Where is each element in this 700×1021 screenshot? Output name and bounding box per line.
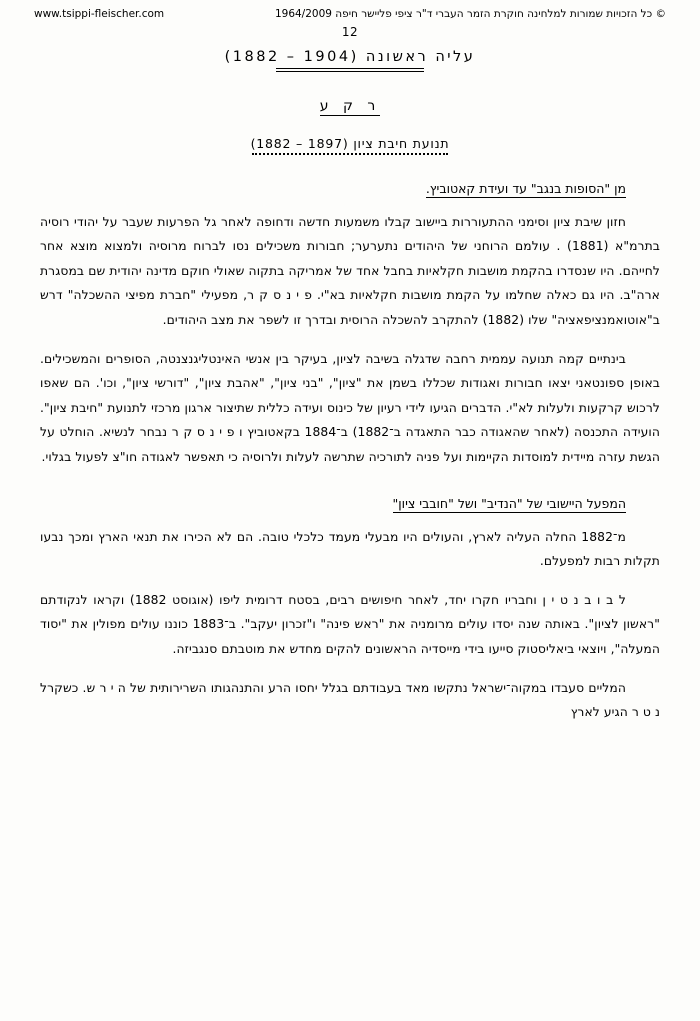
section-title <box>34 98 666 114</box>
chapter-title-text: עליה ראשונה (1904 – 1882) <box>224 48 476 65</box>
paragraph-1: חזון שיבת ציון וסימני ההתעוררות ביישוב קבלו משמעות חדשה ודחופה לאחר גל הפרעות שעבר על יהודי רוסיה בתרמ"א (1881) . עולמם הרוחני של היהודים נתערער; חבורות משכילים נסו לברוח מרוסיה ולמצוא מוצא אחר לחייהם. היו שנסדרו בהקמת מושבות חקלאיות בחבל אחד של אמריקה בתקוה שאולי חוקם מדינה יהודית שם במסגרת ארה"ב. היו גם כאלה שחלמו על הקמת מושבות חקלאיות בא"י. פ י נ ס ק ר, מפעילי "חברת מפיצי ההשכלה" דרש ב"אוטואמנציפאציה" שלו (1882) להתקרב להשכלה הרוסית ובדרך זו לשפר את מצב היהודים. <box>40 214 660 327</box>
heading-sufot-banegev <box>34 181 626 196</box>
subsection-title <box>34 136 666 155</box>
paragraph-4: ל ב ו ב נ ט י ן וחבריו חקרו יחד, לאחר חיפושים רבים, בסטח דרומית ליפו (אוגוסט 1882) וקראו לנקודתם "ראשון לציון". באותה שנה יסדו עולים מרומניה את "ראש פינה" ו"זכרון יעקב". ב־1883 כוננו עולים מפולין את "יסוד המעלה", ויוצאי ביאליסטוק סייעו בידי מייסדיה הראשונים להקים מחדש את מוטבתם סנגביזה. <box>40 592 660 656</box>
page-number: 12 <box>341 24 359 39</box>
heading-mifal-hayishuvi-text: המפעל היישובי של "הנדיב" ושל "חובבי ציון" <box>392 495 626 511</box>
page-header <box>34 8 666 21</box>
chapter-title <box>34 49 666 72</box>
heading-sufot-banegev-text: מן "הסופות בנגב" עד ועידת קאטוביץ. <box>425 180 626 196</box>
section-title-text: ר ק ע <box>319 97 381 114</box>
subsection-title-rule <box>252 153 448 155</box>
paragraph-2: בינתיים קמה תנועה עממית רחבה שדגלה בשיבה לציון, בעיקר בין אנשי האינטליגנצנטה, הסופרים והמשכילים. באופן ספונטאני יצאו חבורות ואגודות שכללו בשמן את "ציון", "בני ציון", "אהבת ציון", "דורשי ציון", וכו'. הם שאפו לרכוש קרקעות ולעלות לא"י. הדברים הגיעו לידי רעיון של כינוס ועידה כללית שתיצור ארגון מרכזי לתנועת "חיבת ציון". הועידה התכנסה (לאחר שהאגודה כבר התאגדה ב־1882) ב־1884 בקאטוביץ ו פ י נ ס ק ר נבחר לנשיא. הוחלט על הגשת עזרה מיידית למוסדות הקיימות ועל פניה לתורכיה שתרשה לעלות ולרוסיה כי תאפשר לאגודה חו"צ לפעול בגלוי. <box>40 351 660 464</box>
paragraph-5: המליים סעבדו במקוה־ישראל נתקשו מאד בעבודתם בגלל יחסו הרע והתנהגותו השרירותית של ה י ר ש. כשקרל נ ט ר הגיע לארץ <box>40 680 660 720</box>
copyright-notice: © כל הזכויות שמורות למלחינה חוקרת הזמר העברי ד"ר ציפי פליישר חיפה 1964/2009 <box>274 8 666 20</box>
heading-mifal-hayishuvi <box>34 496 626 511</box>
subsection-title-text: תנועת חיבת ציון (1897 – 1882) <box>250 135 450 151</box>
website-url: www.tsippi-fleischer.com <box>34 8 165 20</box>
chapter-title-rule <box>276 68 424 72</box>
paragraph-3: מ־1882 החלה העליה לארץ, והעולים היו מבעלי מעמד כלכלי טובה. הם לא הכירו את תנאי הארץ ומכך נבעו תקלות רבות למפעלם. <box>40 529 660 569</box>
